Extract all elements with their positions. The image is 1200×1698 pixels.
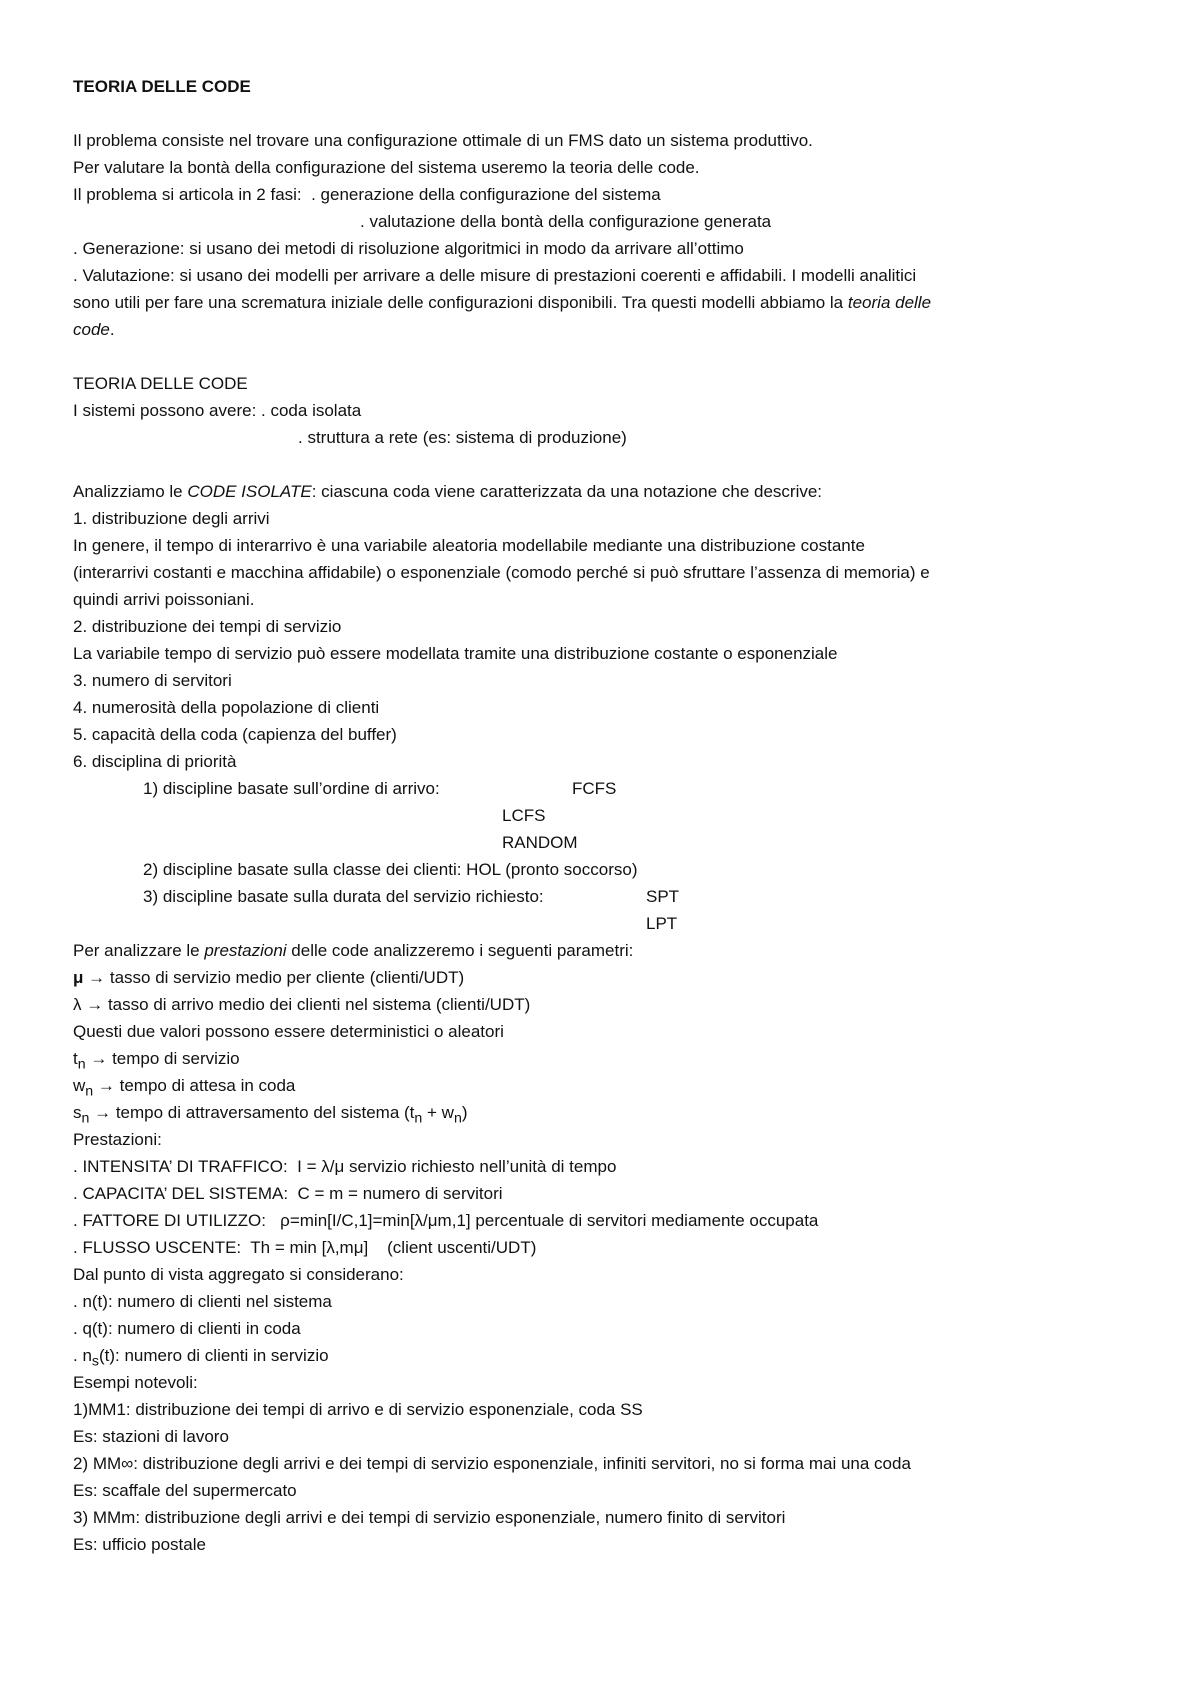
isolate-line-1 xyxy=(73,478,1160,505)
t-text: tempo di servizio xyxy=(107,1049,240,1068)
perf-item-1: . INTENSITA’ DI TRAFFICO: I = λ/μ servizio richiesto nell’unità di tempo xyxy=(73,1157,617,1176)
example-2: 2) MM∞: distribuzione degli arrivi e dei tempi di servizio esponenziale, infiniti servitori, no si forma mai una coda xyxy=(73,1454,911,1473)
example-3-es: Es: ufficio postale xyxy=(73,1535,206,1554)
isolate-line-8: 3. numero di servitori xyxy=(73,671,232,690)
isolate-line-4: (interarrivi costanti e macchina affidabile) o esponenziale (comodo perché si può sfruttare l’assenza di memoria) e xyxy=(73,563,930,582)
section-line-1: I sistemi possono avere: . coda isolata xyxy=(73,401,362,420)
s-text-sub-2: n xyxy=(453,1110,462,1127)
s-text-3: ) xyxy=(461,1103,468,1122)
section-heading: TEORIA DELLE CODE xyxy=(73,374,248,393)
aggregate-3-subscript: s xyxy=(91,1353,99,1370)
isolate-line-7: La variabile tempo di servizio può essere modellata tramite una distribuzione costante o esponenziale xyxy=(73,644,838,663)
perf-line-8: Prestazioni: xyxy=(73,1130,162,1149)
aggregate-3a: . n xyxy=(73,1346,92,1365)
isolate-line-1a: Analizziamo le xyxy=(73,482,188,501)
perf-line-1b: prestazioni xyxy=(204,941,287,960)
isolate-line-9: 4. numerosità della popolazione di clienti xyxy=(73,698,380,717)
example-1: 1)MM1: distribuzione dei tempi di arrivo e di servizio esponenziale, coda SS xyxy=(73,1400,643,1419)
example-1-es: Es: stazioni di lavoro xyxy=(73,1427,229,1446)
intro-line-3: Il problema si articola in 2 fasi: . generazione della configurazione del sistema xyxy=(73,185,661,204)
arrow-icon: → xyxy=(88,968,106,987)
aggregate-1: . n(t): numero di clienti nel sistema xyxy=(73,1292,332,1311)
discipline-2: 2) discipline basate sulla classe dei clienti: HOL (pronto soccorso) xyxy=(143,860,638,879)
isolate-line-5: quindi arrivi poissoniani. xyxy=(73,590,255,609)
intro-line-7-text: sono utili per fare una scrematura iniziale delle configurazioni disponibili. Tra questi modelli abbiamo la xyxy=(73,293,848,312)
isolate-line-11: 6. disciplina di priorità xyxy=(73,752,237,771)
t-line xyxy=(73,1045,1160,1072)
perf-item-3: . FATTORE DI UTILIZZO: ρ=min[I/C,1]=min[λ/μm,1] percentuale di servitori mediamente occupata xyxy=(73,1211,819,1230)
s-text-sub-1: n xyxy=(414,1110,423,1127)
w-symbol: w xyxy=(73,1076,86,1095)
discipline-1-lcfs: LCFS xyxy=(502,806,546,825)
isolate-line-3: In genere, il tempo di interarrivo è una variabile aleatoria modellabile mediante una distribuzione costante xyxy=(73,536,865,555)
perf-line-13: Dal punto di vista aggregato si considerano: xyxy=(73,1265,404,1284)
example-3: 3) MMm: distribuzione degli arrivi e dei tempi di servizio esponenziale, numero finito di servitori xyxy=(73,1508,786,1527)
mu-symbol: μ xyxy=(73,968,84,987)
s-symbol: s xyxy=(73,1103,82,1122)
perf-item-2: . CAPACITA’ DEL SISTEMA: C = m = numero di servitori xyxy=(73,1184,503,1203)
lambda-text: tasso di arrivo medio dei clienti nel sistema (clienti/UDT) xyxy=(103,995,531,1014)
aggregate-3 xyxy=(73,1342,1160,1369)
s-text-1: tempo di attraversamento del sistema (t xyxy=(111,1103,415,1122)
discipline-1-random: RANDOM xyxy=(502,833,578,852)
t-subscript: n xyxy=(77,1056,86,1073)
discipline-3-lpt: LPT xyxy=(646,914,678,933)
arrow-icon: → xyxy=(97,1076,115,1095)
discipline-3: 3) discipline basate sulla durata del servizio richiesto: xyxy=(143,887,544,906)
intro-line-6: . Valutazione: si usano dei modelli per arrivare a delle misure di prestazioni coerenti e affidabili. I modelli analitici xyxy=(73,266,917,285)
page-title: TEORIA DELLE CODE xyxy=(73,77,251,96)
w-text: tempo di attesa in coda xyxy=(114,1076,296,1095)
examples-heading: Esempi notevoli: xyxy=(73,1373,198,1392)
isolate-line-1b: CODE ISOLATE xyxy=(187,482,312,501)
s-line xyxy=(73,1099,1160,1126)
intro-line-2: Per valutare la bontà della configurazione del sistema useremo la teoria delle code. xyxy=(73,158,700,177)
perf-line-1a: Per analizzare le xyxy=(73,941,205,960)
aggregate-3b: (t): numero di clienti in servizio xyxy=(98,1346,329,1365)
perf-item-4: . FLUSSO USCENTE: Th = min [λ,mμ] (client uscenti/UDT) xyxy=(73,1238,537,1257)
discipline-3-spt: SPT xyxy=(646,887,680,906)
t-symbol: t xyxy=(73,1049,78,1068)
mu-text: tasso di servizio medio per cliente (clienti/UDT) xyxy=(105,968,465,987)
intro-line-8 xyxy=(73,316,1160,343)
arrow-icon: → xyxy=(90,1049,108,1068)
example-2-es: Es: scaffale del supermercato xyxy=(73,1481,297,1500)
lambda-symbol: λ xyxy=(73,995,82,1014)
isolate-line-6: 2. distribuzione dei tempi di servizio xyxy=(73,617,342,636)
arrow-icon: → xyxy=(94,1103,112,1122)
s-text-2: + w xyxy=(422,1103,454,1122)
intro-line-8-text: . xyxy=(109,320,115,339)
w-subscript: n xyxy=(85,1083,94,1100)
intro-line-5: . Generazione: si usano dei metodi di risoluzione algoritmici in modo da arrivare all’ottimo xyxy=(73,239,744,258)
isolate-line-10: 5. capacità della coda (capienza del buffer) xyxy=(73,725,397,744)
section-line-2: . struttura a rete (es: sistema di produzione) xyxy=(298,428,627,447)
intro-line-8-italic: code xyxy=(73,320,110,339)
mu-line xyxy=(73,964,1160,991)
intro-line-7 xyxy=(73,289,1160,316)
lambda-line xyxy=(73,991,1160,1018)
w-line xyxy=(73,1072,1160,1099)
intro-line-4: . valutazione della bontà della configurazione generata xyxy=(360,212,772,231)
discipline-1-fcfs: FCFS xyxy=(572,779,617,798)
isolate-line-1c: : ciascuna coda viene caratterizzata da una notazione che descrive: xyxy=(311,482,823,501)
perf-line-1 xyxy=(73,937,1160,964)
arrow-icon: → xyxy=(86,995,104,1014)
isolate-line-2: 1. distribuzione degli arrivi xyxy=(73,509,270,528)
intro-line-1: Il problema consiste nel trovare una configurazione ottimale di un FMS dato un sistema produttivo. xyxy=(73,131,813,150)
s-subscript: n xyxy=(81,1110,90,1127)
aggregate-2: . q(t): numero di clienti in coda xyxy=(73,1319,301,1338)
perf-line-4: Questi due valori possono essere deterministici o aleatori xyxy=(73,1022,504,1041)
intro-line-7-italic: teoria delle xyxy=(847,293,932,312)
perf-line-1c: delle code analizzeremo i seguenti parametri: xyxy=(286,941,634,960)
discipline-1: 1) discipline basate sull’ordine di arrivo: xyxy=(143,779,440,798)
